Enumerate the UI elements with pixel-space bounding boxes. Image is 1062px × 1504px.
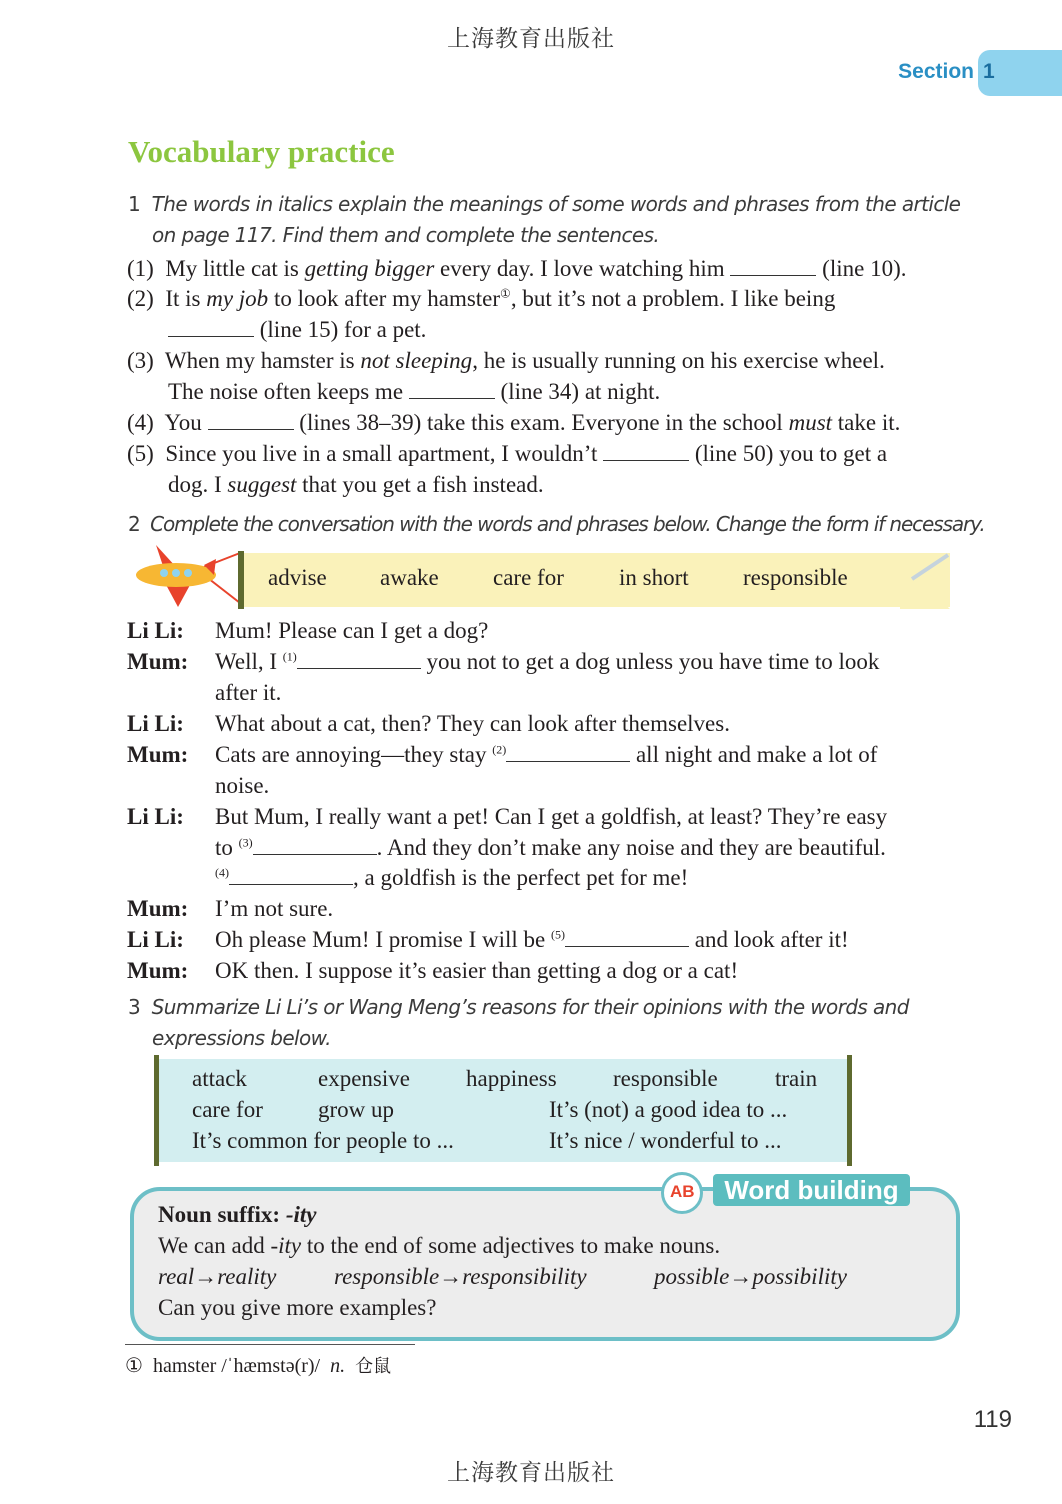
word-building-heading: Noun suffix: -ity <box>158 1202 317 1227</box>
sentence-4: (4) You (lines 38–39) take this exam. Everyone in the school must take it. <box>127 410 901 435</box>
sentence-2: (2) It is my job to look after my hamster①, but it’s not a problem. I like being <box>127 286 836 311</box>
speaker-label: Li Li: <box>127 711 184 736</box>
footnote-ref: ① <box>500 286 511 301</box>
speaker-label: Li Li: <box>127 804 184 829</box>
word-example: possible→possibility <box>654 1264 847 1289</box>
speaker-label: Li Li: <box>127 618 184 643</box>
airplane-icon <box>134 541 244 611</box>
footnote-rule <box>125 1344 415 1345</box>
answer-blank[interactable] <box>253 836 377 855</box>
expression-item: It’s nice / wonderful to ... <box>549 1128 782 1153</box>
dialogue-line: to $^{(3)}$ . And they don’t make any noise and they are beautiful. <box>215 835 886 860</box>
sentence-5: (5) Since you live in a small apartment, I wouldn’t (line 50) you to get a <box>127 441 888 466</box>
dialogue-line: Mum! Please can I get a dog? <box>215 618 489 643</box>
expression-item: It’s (not) a good idea to ... <box>549 1097 788 1122</box>
answer-blank[interactable] <box>730 257 816 276</box>
page-title: Vocabulary practice <box>128 134 395 169</box>
expression-item: train <box>775 1066 818 1091</box>
answer-blank[interactable] <box>229 866 353 885</box>
sentence-3: (3) When my hamster is not sleeping, he is usually running on his exercise wheel. <box>127 348 885 373</box>
word-option: care for <box>493 565 564 590</box>
word-bank-bar <box>238 551 244 609</box>
dialogue-line: Cats are annoying—they stay $^{(2)}$ all night and make a lot of <box>215 742 878 767</box>
sentence-1: (1) My little cat is getting bigger every day. I love watching him (line 10). <box>127 256 907 281</box>
ab-icon: AB <box>661 1172 703 1214</box>
word-option: in short <box>619 565 689 590</box>
dialogue-line: What about a cat, then? They can look after themselves. <box>215 711 730 736</box>
speaker-label: Li Li: <box>127 927 184 952</box>
answer-blank[interactable] <box>506 743 630 762</box>
expression-item: expensive <box>318 1066 410 1091</box>
footnote: ① hamster /ˈhæmstə(r)/ n. 仓鼠 <box>125 1355 392 1377</box>
band-ribbon-end <box>900 553 950 609</box>
dialogue-line: after it. <box>215 680 282 705</box>
dialogue-line: noise. <box>215 773 270 798</box>
expression-item: happiness <box>466 1066 557 1091</box>
expressions-box-left-bar <box>154 1055 159 1166</box>
word-option: advise <box>268 565 327 590</box>
publisher-header: 上海教育出版社 <box>447 26 615 52</box>
word-example: real→reality <box>158 1264 277 1289</box>
word-option: responsible <box>743 565 848 590</box>
dialogue-line: I’m not sure. <box>215 896 334 921</box>
dialogue-line: Oh please Mum! I promise I will be $^{(5)}$ and look after it! <box>215 927 849 952</box>
task3-instruction: 3 Summarize Li Li’s or Wang Meng’s reasons for their opinions with the words and <box>128 995 909 1019</box>
dialogue-line: But Mum, I really want a pet! Can I get a goldfish, at least? They’re easy <box>215 804 888 829</box>
task1-number: 1 <box>128 192 141 216</box>
answer-blank[interactable] <box>168 318 254 337</box>
word-option: awake <box>380 565 439 590</box>
expression-item: responsible <box>613 1066 718 1091</box>
expressions-box-right-bar <box>847 1055 852 1166</box>
expression-item: It’s common for people to ... <box>192 1128 454 1153</box>
section-number: 1 <box>983 60 995 83</box>
answer-blank[interactable] <box>409 380 495 399</box>
sentence-5-cont: dog. I suggest that you get a fish instead. <box>168 472 544 497</box>
speaker-label: Mum: <box>127 742 189 767</box>
word-building-text: We can add -ity to the end of some adjectives to make nouns. <box>158 1233 721 1258</box>
page-number: 119 <box>973 1406 1012 1433</box>
task1-instruction: 1 The words in italics explain the meanings of some words and phrases from the article <box>128 192 961 216</box>
publisher-footer: 上海教育出版社 <box>447 1460 615 1486</box>
answer-blank[interactable] <box>297 650 421 669</box>
answer-blank[interactable] <box>603 442 689 461</box>
sentence-2-cont: (line 15) for a pet. <box>168 317 426 343</box>
speaker-label: Mum: <box>127 896 189 921</box>
task3-instruction-line2: expressions below. <box>152 1026 331 1050</box>
section-label: Section <box>898 60 974 83</box>
task1-instruction-line2: on page 117. Find them and complete the sentences. <box>152 223 660 247</box>
speaker-label: Mum: <box>127 958 189 983</box>
task2-instruction: 2 Complete the conversation with the words and phrases below. Change the form if necessary. <box>128 512 985 536</box>
dialogue-line: Well, I $^{(1)}$ you not to get a dog unless you have time to look <box>215 649 880 674</box>
dialogue-line: OK then. I suppose it’s easier than getting a dog or a cat! <box>215 958 739 983</box>
expression-item: care for <box>192 1097 263 1122</box>
dialogue-line: $^{(4)}$ , a goldfish is the perfect pet for me! <box>215 865 689 890</box>
word-example: responsible→responsibility <box>334 1264 587 1289</box>
answer-blank[interactable] <box>565 928 689 947</box>
speaker-label: Mum: <box>127 649 189 674</box>
expression-item: grow up <box>318 1097 395 1122</box>
answer-blank[interactable] <box>208 411 294 430</box>
word-building-question: Can you give more examples? <box>158 1295 437 1320</box>
word-building-label: Word building <box>713 1174 910 1206</box>
sentence-3-cont: The noise often keeps me (line 34) at night. <box>168 379 661 404</box>
expression-item: attack <box>192 1066 247 1091</box>
